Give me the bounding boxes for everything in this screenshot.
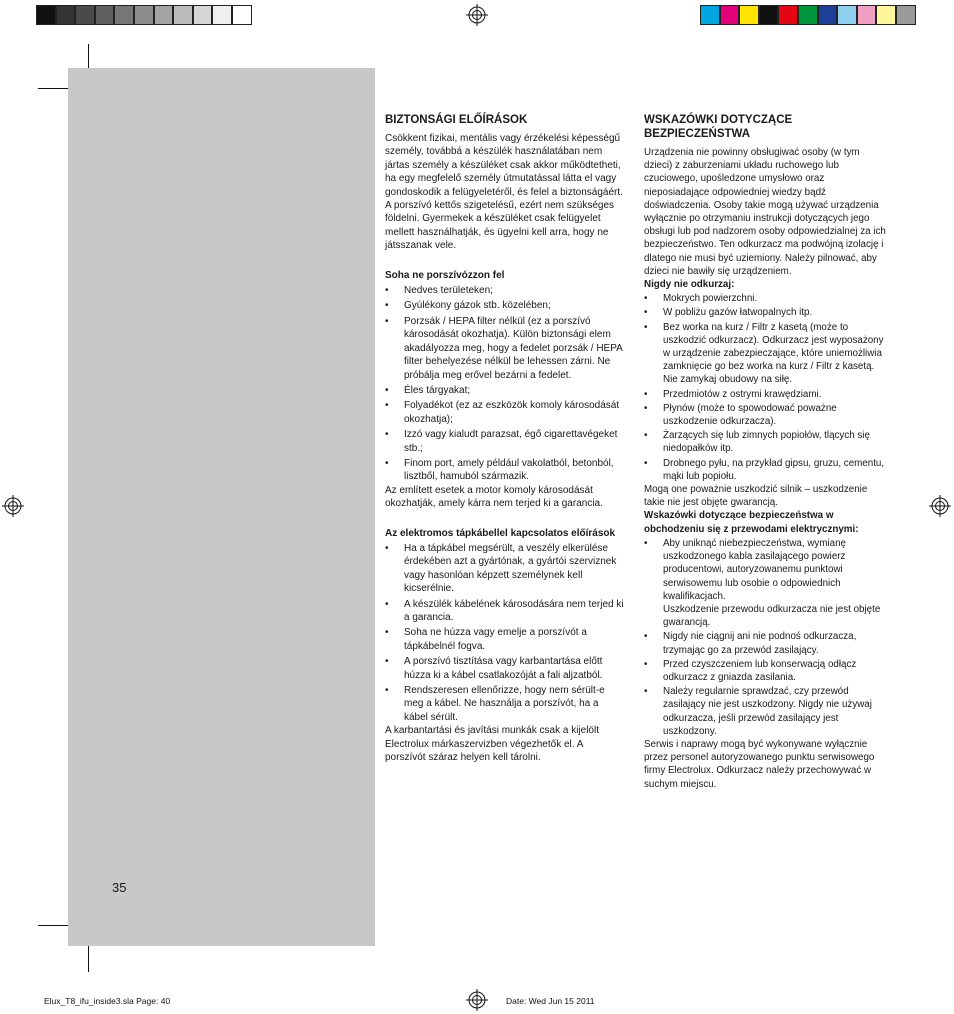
list-item: • Bez worka na kurz / Filtr z kasetą (może to uszkodzić odkurzacz). Odkurzacz jest wyposażony w urządzenie zabezpieczające, które uniemożliwia zamknięcie go bez worka na kurz / Filtr z kasetą. Nie zamykaj obudowy na siłę.	[644, 321, 884, 386]
list-item: • Drobnego pyłu, na przykład gipsu, gruzu, cementu, mąki lub popiołu.	[644, 457, 885, 482]
list-item: • Mokrych powierzchni.	[644, 293, 758, 305]
intro-paragraph: Urządzenia nie powinny obsługiwać osoby (w tym dzieci) z zaburzeniami układu ruchowego lub czuciowego, upośledzone umysłowo oraz nieposiadające odpowiedniej wiedzy bądź doświadczenia. Osoby takie mogą używać urządzenia wyłącznie po otrzymaniu instrukcji dotyczących jego obsługi lub pod nadzorem osoby odpowiedzialnej za ich bezpieczeństwo. Ten odkurzacz ma podwójną izolację i dlatego nie musi być uziemiony. Należy pilnować, aby dzieci nie bawiły się urządzeniem.	[644, 147, 886, 277]
registration-mark-icon	[929, 495, 951, 517]
list-item: • Gyúlékony gázok stb. közelében;	[385, 300, 551, 312]
bullet-list	[385, 542, 625, 724]
closing-paragraph: A karbantartási és javítási munkák csak a kijelölt Electrolux márkaszervizben végezhetők el. A porszívót száraz helyen kell tárolni.	[385, 725, 599, 764]
color-swatch	[857, 5, 877, 25]
list-item: • Porzsák / HEPA filter nélkül (ez a porszívó károsodását okozhatja). Külön biztonsági elem akadályozza meg, hogy a fedelet porzsák / HEPA filter behelyezése nélkül be lehessen zárni. Ne próbálja meg erővel bezárni a fedelet.	[385, 315, 623, 381]
subsection-title: Nigdy nie odkurzaj:	[644, 279, 735, 291]
color-swatch	[212, 5, 232, 25]
color-swatch	[700, 5, 720, 25]
list-item: • Należy regularnie sprawdzać, czy przewód zasilający nie jest uszkodzony. Nigdy nie używaj odkurzacza, jeśli przewód zasilający jest uszkodzony.	[644, 686, 872, 737]
list-item: • Żarzących się lub zimnych popiołów, tlących się niedopałków itp.	[644, 430, 870, 455]
color-swatch	[114, 5, 134, 25]
color-swatch	[56, 5, 76, 25]
list-item: • Rendszeresen ellenőrizze, hogy nem sérült-e meg a kábel. Ne használja a porszívót, ha a kábel sérült.	[385, 685, 605, 723]
list-item: • Éles tárgyakat;	[385, 384, 471, 396]
list-item: • A készülék kábelének károsodására nem terjed ki a garancia.	[385, 598, 624, 623]
color-swatch	[778, 5, 798, 25]
list-item: • Przed czyszczeniem lub konserwacją odłącz odkurzacz z gniazda zasilania.	[644, 658, 857, 683]
color-swatch	[896, 5, 916, 25]
color-swatch	[193, 5, 213, 25]
hungarian-safety-column	[385, 113, 625, 764]
bullet-list	[385, 284, 625, 484]
color-swatch	[759, 5, 779, 25]
subsection-title: Soha ne porszívózzon fel	[385, 269, 505, 281]
color-calibration-bar	[700, 5, 916, 25]
bullet-list	[644, 537, 888, 738]
list-item: • Nedves területeken;	[385, 285, 493, 297]
bullet-list	[644, 292, 888, 483]
page-number: 35	[112, 880, 127, 895]
subsection-title: Wskazówki dotyczące bezpieczeństwa w obchodzeniu się z przewodami elektrycznymi:	[644, 510, 859, 535]
list-item: • Folyadékot (ez az eszközök komoly károsodását okozhatja);	[385, 400, 620, 425]
grayscale-calibration-bar	[36, 5, 252, 25]
list-item: • A porszívó tisztítása vagy karbantartása előtt húzza ki a kábel csatlakozóját a fali aljzatból.	[385, 656, 603, 681]
color-swatch	[876, 5, 896, 25]
footer-file-info: Elux_T8_ifu_inside3.sla Page: 40	[44, 996, 171, 1006]
list-item: • Nigdy nie ciągnij ani nie podnoś odkurzacza, trzymając go za przewód zasilający.	[644, 631, 857, 656]
warning-paragraph: Az említett esetek a motor komoly károsodását okozhatják, amely kárra nem terjed ki a garancia.	[385, 484, 603, 510]
section-title: BIZTONSÁGI ELŐÍRÁSOK	[385, 114, 528, 126]
color-swatch	[818, 5, 838, 25]
color-swatch	[837, 5, 857, 25]
color-swatch	[134, 5, 154, 25]
polish-safety-column	[644, 113, 888, 791]
section-title: WSKAZÓWKI DOTYCZĄCE BEZPIECZEŃSTWA	[644, 114, 793, 140]
color-swatch	[75, 5, 95, 25]
list-item: • Aby uniknąć niebezpieczeństwa, wymianę uszkodzonego kabla zasilającego powierz producentowi, autoryzowanemu punktowi serwisowemu lub osobie o odpowiednich kwalifikacjach. Uszkodzenie przewodu odkurzacza nie jest objęte gwarancją.	[644, 537, 881, 629]
color-swatch	[720, 5, 740, 25]
color-swatch	[798, 5, 818, 25]
color-swatch	[173, 5, 193, 25]
warning-paragraph: Mogą one poważnie uszkodzić silnik – uszkodzenie takie nie jest objęte gwarancją.	[644, 484, 868, 509]
list-item: • Soha ne húzza vagy emelje a porszívót a tápkábelnél fogva.	[385, 627, 587, 652]
registration-mark-icon	[466, 4, 488, 26]
color-swatch	[36, 5, 56, 25]
color-swatch	[232, 5, 252, 25]
color-swatch	[739, 5, 759, 25]
list-item: • Finom port, amely például vakolatból, betonból, lisztből, hamuból származik.	[385, 457, 614, 483]
list-item: • Przedmiotów z ostrymi krawędziami.	[644, 388, 822, 400]
closing-paragraph: Serwis i naprawy mogą być wykonywane wyłącznie przez personel autoryzowanego punktu serwisowego firmy Electrolux. Odkurzacz należy przechowywać w suchym miejscu.	[644, 738, 875, 790]
color-swatch	[95, 5, 115, 25]
list-item: • Ha a tápkábel megsérült, a veszély elkerülése érdekében azt a gyártónak, a gyártói szerviznek vagy hasonlóan képzett személynek kell kicserélnie.	[385, 542, 617, 595]
registration-mark-icon	[2, 495, 24, 517]
list-item: • W pobliżu gazów łatwopalnych itp.	[644, 307, 813, 319]
list-item: • Izzó vagy kialudt parazsat, égő cigarettavégeket stb.;	[385, 429, 618, 454]
registration-mark-icon	[466, 989, 488, 1011]
page-side-panel	[68, 68, 375, 946]
intro-paragraph: Csökkent fizikai, mentális vagy érzékelési képességű személy, továbbá a készülék használatában nem jártas személy a készüléket csak akkor működtetheti, ha egy megfelelő személy útmutatással látta el vagy gondoskodik a felügyeletéről, és felel a biztonságáért. A porszívó kettős szigetelésű, ezért nem szükséges földelni. Gyermekek a készüléket csak felügyelet mellett használhatják, és ügyelni kell arra, hogy ne játsszanak vele.	[385, 133, 623, 252]
color-swatch	[154, 5, 174, 25]
list-item: • Płynów (może to spowodować poważne uszkodzenie odkurzacza).	[644, 402, 837, 428]
subsection-title: Az elektromos tápkábellel kapcsolatos előírások	[385, 527, 616, 539]
footer-date: Date: Wed Jun 15 2011	[506, 996, 595, 1006]
